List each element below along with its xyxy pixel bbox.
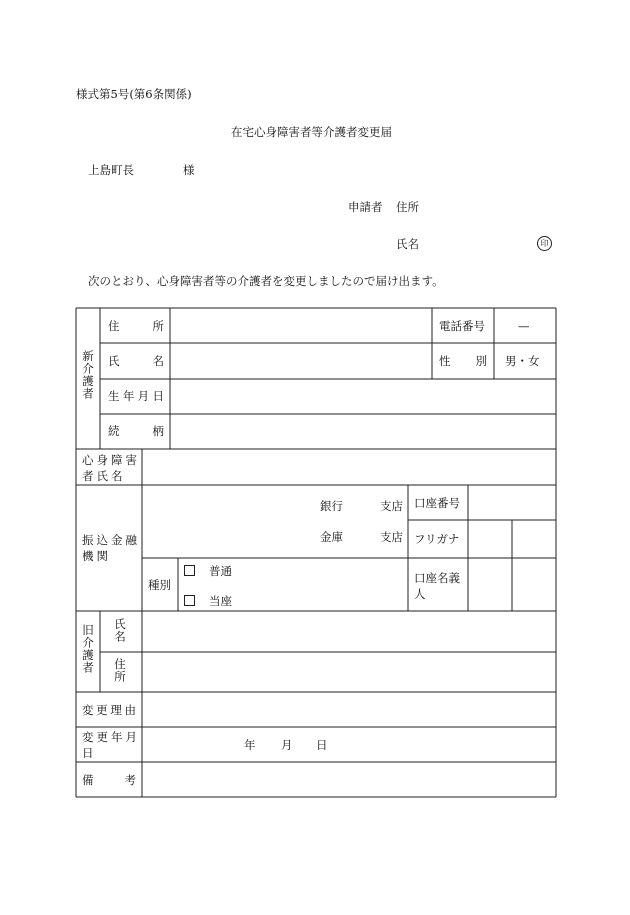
date-year-unit: 年	[244, 738, 256, 752]
remarks-2: 考	[124, 773, 136, 787]
branch-suffix-2: 支店	[380, 530, 403, 544]
bank-suffix: 銀行	[320, 499, 343, 513]
disabled-person-name-label: 心身障害者氏名	[82, 453, 140, 483]
phone-value: —	[518, 319, 530, 333]
birth-1: 生	[108, 389, 120, 403]
date-month-unit: 月	[281, 738, 293, 752]
seal-mark: 印	[537, 236, 552, 251]
applicant-address-label: 住所	[396, 200, 419, 214]
account-number-label: 口座番号	[414, 496, 460, 510]
remarks-label	[82, 772, 136, 788]
account-type-label: 種別	[148, 578, 171, 592]
birth-2: 年	[122, 389, 135, 403]
bank-group-label: 振込金融機関	[82, 533, 140, 563]
checkbox-icon[interactable]	[184, 595, 195, 606]
sex-label-2: 別	[475, 354, 487, 368]
change-date-label: 変更年月日	[82, 730, 140, 760]
new-name-label-1: 氏	[108, 354, 120, 368]
form-title: 在宅心身障害者等介護者変更届	[231, 125, 392, 139]
sex-label	[439, 353, 487, 369]
form-number: 様式第5号(第6条関係)	[76, 87, 192, 101]
remarks-1: 備	[82, 773, 94, 787]
new-name-label-2: 名	[152, 354, 164, 368]
new-address-label-1: 住	[108, 319, 120, 333]
type-option-futsu[interactable]	[184, 563, 232, 579]
statement: 次のとおり、心身障害者等の介護者を変更しましたので届け出ます。	[88, 274, 444, 288]
type-option-toza[interactable]	[184, 593, 232, 609]
type-option-toza-label: 当座	[209, 594, 232, 608]
birth-4: 日	[152, 389, 164, 403]
sex-value: 男・女	[505, 354, 540, 368]
reason-2: 更	[96, 703, 108, 717]
relation-2: 柄	[152, 424, 164, 438]
applicant-label: 申請者	[348, 200, 383, 214]
old-caregiver-group-label: 旧介護者	[81, 624, 95, 674]
type-option-futsu-label: 普通	[209, 564, 232, 578]
addressee: 上島町長	[88, 163, 134, 177]
new-address-label	[108, 318, 164, 334]
credit-suffix: 金庫	[320, 530, 343, 544]
change-reason-label	[82, 702, 136, 718]
old-address-label: 住所	[113, 658, 127, 683]
reason-4: 由	[124, 703, 136, 717]
reason-3: 理	[110, 703, 122, 717]
furigana-label: フリガナ	[414, 532, 460, 546]
branch-suffix: 支店	[380, 499, 403, 513]
reason-1: 変	[82, 703, 94, 717]
phone-label: 電話番号	[439, 319, 485, 333]
new-relation-label	[108, 423, 164, 439]
date-day-unit: 日	[316, 738, 328, 752]
relation-1: 続	[108, 424, 120, 438]
new-name-label	[108, 353, 164, 369]
checkbox-icon[interactable]	[184, 565, 195, 576]
birth-3: 月	[137, 389, 150, 403]
applicant-name-label: 氏名	[396, 237, 419, 251]
sex-label-1: 性	[439, 354, 451, 368]
old-name-label: 氏名	[113, 618, 127, 643]
honorific: 様	[183, 163, 195, 177]
account-holder-label: 口座名義人	[414, 571, 460, 601]
new-caregiver-group-label: 新介護者	[81, 350, 95, 400]
new-address-label-2: 所	[152, 319, 164, 333]
new-birthdate-label	[108, 388, 164, 404]
